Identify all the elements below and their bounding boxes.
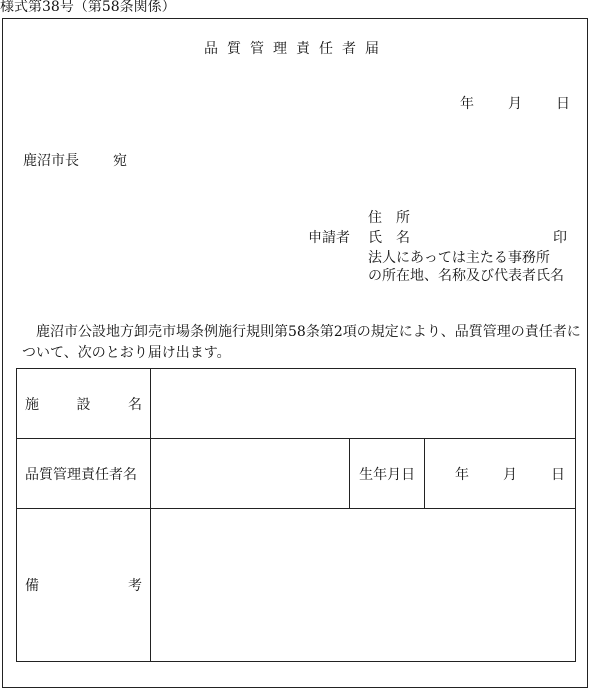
date-day: 日: [556, 96, 570, 112]
dob-day: 日: [551, 466, 565, 483]
applicant-note-line1: 法人にあっては主たる事務所: [368, 250, 550, 266]
table-row-facility: [17, 369, 576, 439]
info-table: [16, 368, 576, 662]
addressee: [23, 154, 127, 168]
facility-char: 施: [25, 396, 39, 413]
remarks-char: 備: [25, 578, 39, 594]
dob-value: [433, 464, 567, 484]
date-line: [460, 97, 570, 111]
facility-char: 名: [127, 396, 142, 413]
addressee-name: 鹿沼市長: [23, 153, 79, 169]
body-paragraph: 鹿沼市公設地方卸売市場条例施行規則第58条第2項の規定により、品質管理の責任者について、次のとおり届け出ます。: [22, 324, 581, 361]
remarks-value-cell[interactable]: [150, 509, 575, 662]
dob-label: 生年月日: [359, 466, 416, 483]
facility-label: [25, 394, 142, 414]
facility-label-cell: [17, 369, 151, 439]
page-title: 品質管理責任者届: [204, 41, 388, 57]
addressee-suffix: 宛: [113, 153, 127, 169]
date-year: 年: [460, 96, 474, 112]
manager-label: 品質管理責任者名: [25, 466, 137, 483]
applicant-name-label: 氏 名: [368, 230, 410, 246]
date-month: 月: [508, 96, 522, 112]
applicant-address-label: 住 所: [368, 210, 410, 226]
body-text: [22, 322, 582, 364]
dob-year: 年: [455, 466, 469, 483]
manager-value-cell[interactable]: [150, 439, 349, 509]
remarks-label-cell: [17, 509, 151, 662]
table-row-manager: [17, 439, 576, 509]
form-number: 様式第38号（第58条関係）: [0, 0, 176, 15]
table-row-remarks: [17, 509, 576, 662]
dob-month: 月: [503, 466, 517, 483]
seal-mark: 印: [553, 230, 567, 246]
dob-label-cell: [350, 439, 425, 509]
applicant-label: 申請者: [308, 230, 350, 246]
dob-value-cell[interactable]: [425, 439, 576, 509]
remarks-char: 考: [127, 578, 142, 594]
facility-char: 設: [76, 396, 91, 413]
facility-value-cell[interactable]: [150, 369, 575, 439]
remarks-label: [25, 575, 142, 595]
manager-label-cell: [17, 439, 151, 509]
applicant-note-line2: の所在地、名称及び代表者氏名: [368, 268, 564, 284]
